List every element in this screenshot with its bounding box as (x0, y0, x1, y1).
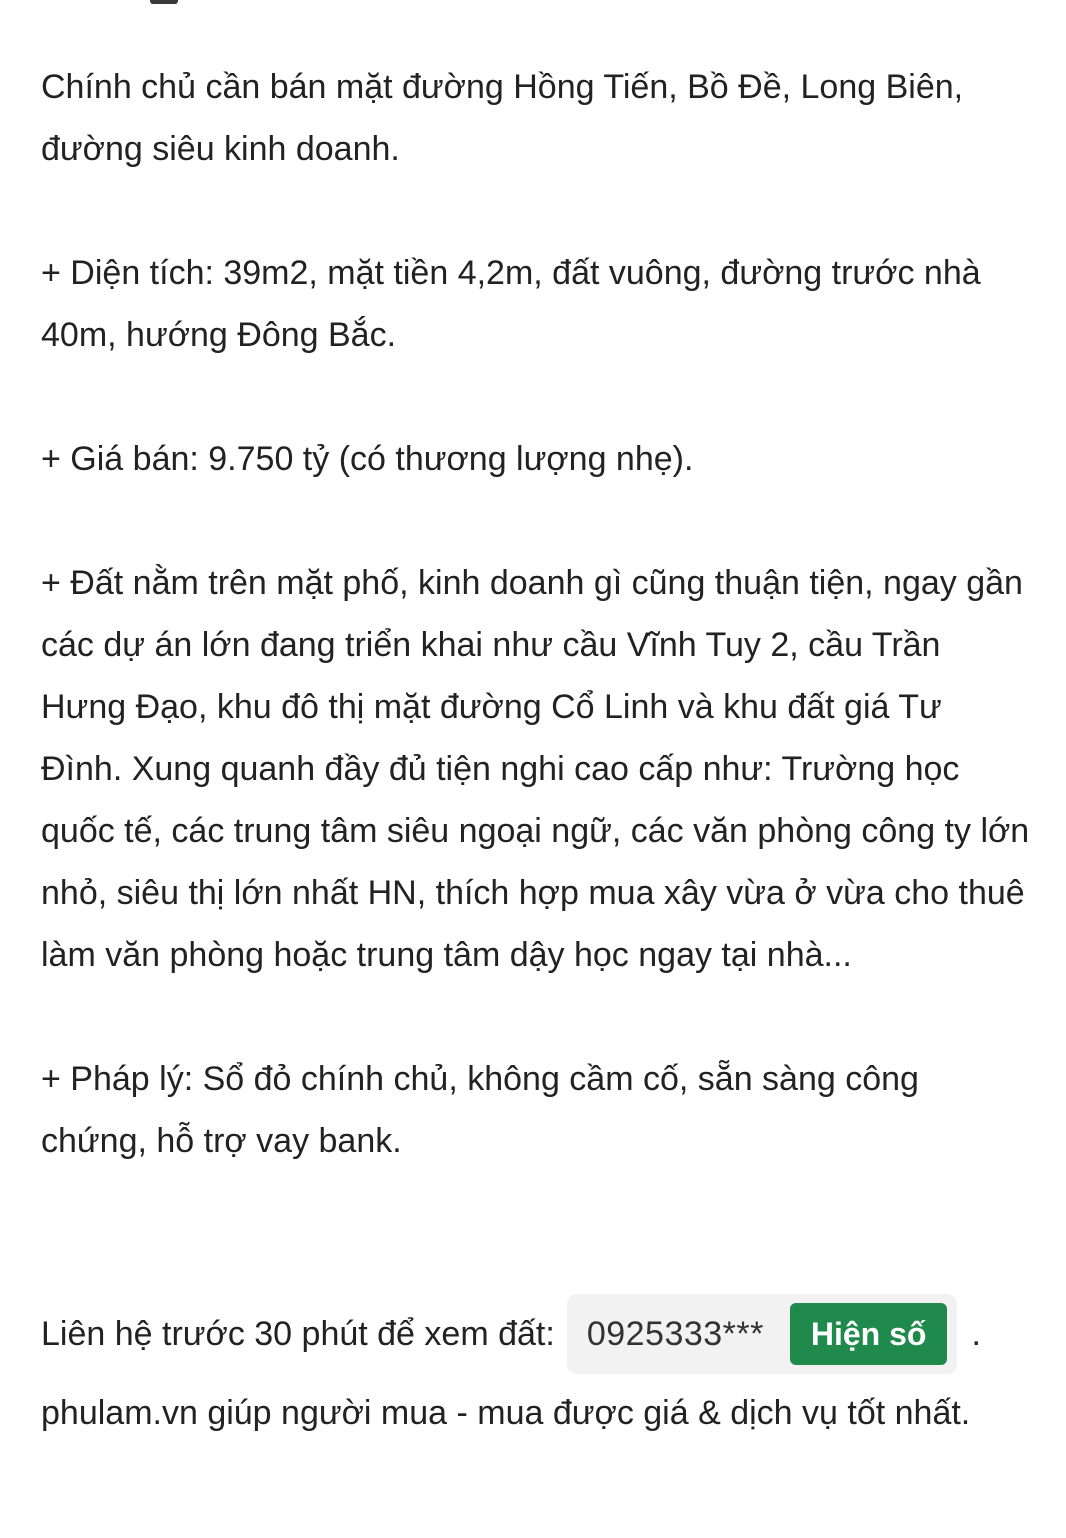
location-paragraph: + Đất nằm trên mặt phố, kinh doanh gì cũng thuận tiện, ngay gần các dự án lớn đang triển khai như cầu Vĩnh Tuy 2, cầu Trần Hưng Đạo, khu đô thị mặt đường Cổ Linh và khu đất giá Tư Đình. Xung quanh đầy đủ tiện nghi cao cấp như: Trường học quốc tế, các trung tâm siêu ngoại ngữ, các văn phòng công ty lớn nhỏ, siêu thị lớn nhất HN, thích hợp mua xây vừa ở vừa cho thuê làm văn phòng hoặc trung tâm dậy học ngay tại nhà... (41, 564, 1030, 974)
area-paragraph: + Diện tích: 39m2, mặt tiền 4,2m, đất vuông, đường trước nhà 40m, hướng Đông Bắc. (41, 254, 981, 354)
cropped-heading-fragment (150, 0, 178, 4)
price-paragraph: + Giá bán: 9.750 tỷ (có thương lượng nhẹ). (41, 440, 694, 478)
contact-line (41, 1294, 1041, 1374)
footer-note: phulam.vn giúp người mua - mua được giá & dịch vụ tốt nhất. (41, 1394, 971, 1432)
intro-paragraph: Chính chủ cần bán mặt đường Hồng Tiến, Bồ Đề, Long Biên, đường siêu kinh doanh. (41, 68, 964, 168)
reveal-phone-button[interactable]: Hiện số (790, 1303, 948, 1365)
legal-paragraph: + Pháp lý: Sổ đỏ chính chủ, không cầm cố, sẵn sàng công chứng, hỗ trợ vay bank. (41, 1060, 919, 1160)
masked-phone-number: 0925333*** (586, 1314, 764, 1353)
phone-box (567, 1294, 958, 1374)
contact-label: Liên hệ trước 30 phút để xem đất: (41, 1314, 555, 1353)
contact-trailing-period: . (971, 1314, 981, 1353)
listing-description (41, 56, 1031, 1234)
